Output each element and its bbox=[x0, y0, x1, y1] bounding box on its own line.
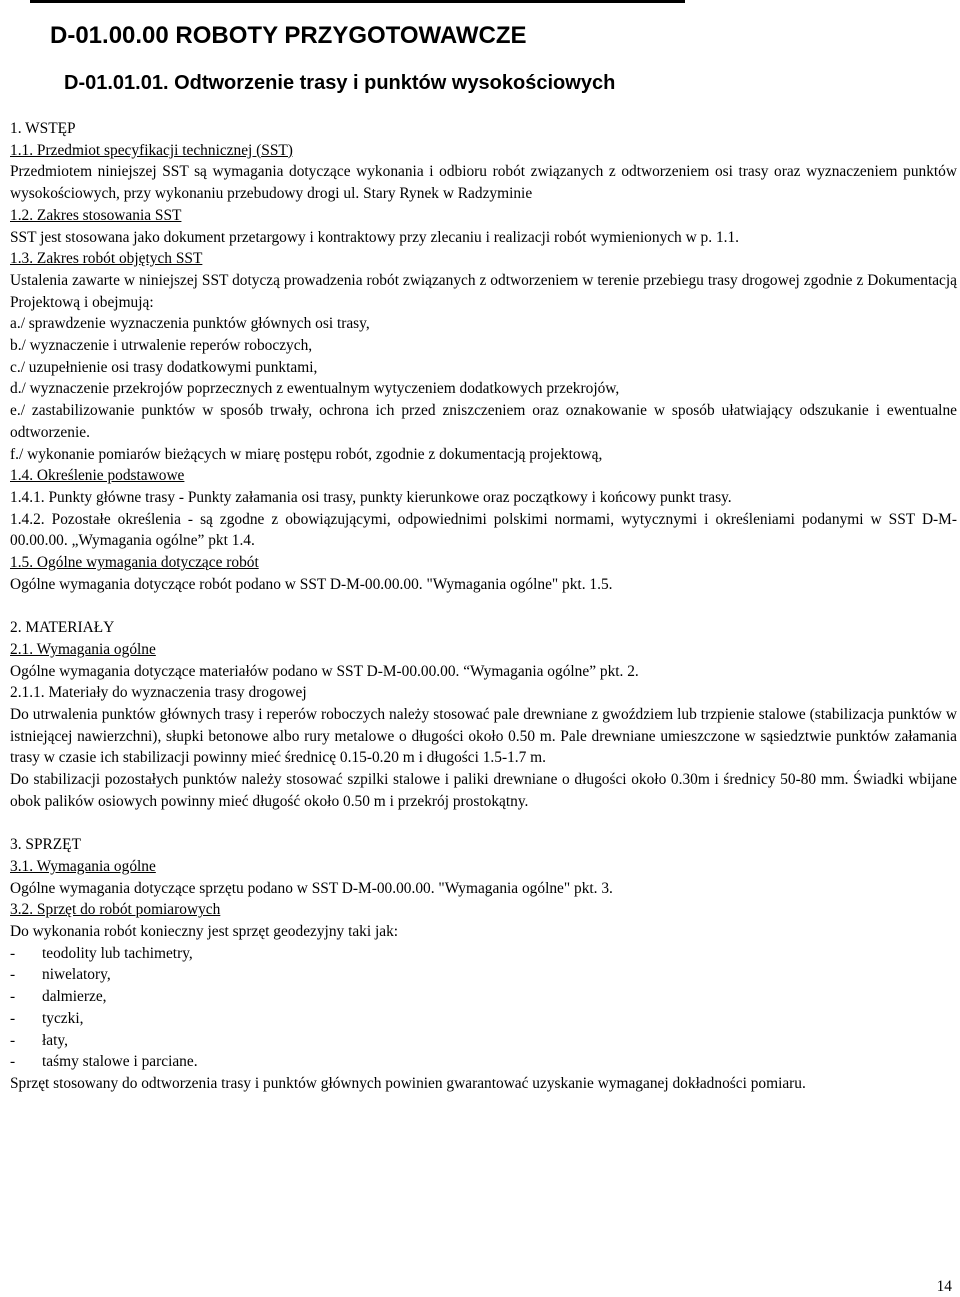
page-number: 14 bbox=[936, 1278, 952, 1295]
definition-1-4-1: 1.4.1. Punkty główne trasy - Punkty załamania osi trasy, punkty kierunkowe oraz początkowy i końcowy punkt trasy. bbox=[10, 488, 732, 506]
list-item-f: f./ wykonanie pomiarów bieżących w miarę postępu robót, zgodnie z dokumentacją projektową, bbox=[10, 445, 603, 463]
heading-2-1-1: 2.1.1. Materiały do wyznaczenia trasy drogowej bbox=[10, 684, 307, 702]
document-body bbox=[10, 118, 957, 1095]
paragraph-3-1: Ogólne wymagania dotyczące sprzętu podano w SST D-M-00.00.00. "Wymagania ogólne" pkt. 3. bbox=[10, 879, 613, 897]
list-item-d: d./ wyznaczenie przekrojów poprzecznych z ewentualnym wytyczeniem dodatkowych przekrojów, bbox=[10, 380, 620, 398]
equipment-item: - teodolity lub tachimetry, bbox=[10, 944, 193, 962]
heading-1: 1. WSTĘP bbox=[10, 120, 76, 137]
paragraph-3-2-closing: Sprzęt stosowany do odtworzenia trasy i punktów głównych powinien gwarantować uzyskanie wymaganej dokładności pomiaru. bbox=[10, 1074, 806, 1092]
definition-1-4-2: 1.4.2. Pozostałe określenia - są zgodne z obowiązującymi, odpowiednimi polskimi normami, wytycznymi i określeniami podanymi w SST D-M-00.00.00. „Wymagania ogólne” pkt 1.4. bbox=[10, 510, 957, 550]
equipment-item: - taśmy stalowe i parciane. bbox=[10, 1053, 198, 1071]
heading-3-1: 3.1. Wymagania ogólne bbox=[10, 857, 156, 875]
list-item-b: b./ wyznaczenie i utrwalenie reperów roboczych, bbox=[10, 337, 313, 355]
paragraph-3-2: Do wykonania robót konieczny jest sprzęt geodezyjny taki jak: bbox=[10, 922, 399, 940]
list-item-e: e./ zastabilizowanie punktów w sposób trwały, ochrona ich przed zniszczeniem oraz oznakowanie w sposób ułatwiający odszukanie i ewentualne odtworzenie. bbox=[10, 402, 957, 441]
heading-1-3: 1.3. Zakres robót objętych SST bbox=[10, 250, 203, 268]
paragraph-2-1-1-b: Do stabilizacji pozostałych punktów należy stosować szpilki stalowe i paliki drewniane o długości około 0.30m i średnicy 50-80 mm. Świadki wbijane obok palików osiowych powinny mieć długość około 0.50 m i przekrój prostokątny. bbox=[10, 771, 957, 810]
paragraph-1-3: Ustalenia zawarte w niniejszej SST dotyczą prowadzenia robót związanych z odtworzeniem w terenie przebiegu trasy drogowej zgodnie z Dokumentacją Projektową i obejmują: bbox=[10, 271, 957, 311]
paragraph-1-1: Przedmiotem niniejszej SST są wymagania dotyczące wykonania i odbioru robót związanych z odtworzeniem osi trasy oraz wyznaczeniem punktów wysokościowych, przy wykonaniu przebudowy drogi ul. Stary Rynek w Radzyminie bbox=[10, 163, 957, 203]
heading-2-1: 2.1. Wymagania ogólne bbox=[10, 640, 156, 658]
equipment-item: - niwelatory, bbox=[10, 966, 111, 984]
paragraph-2-1-1-a: Do utrwalenia punktów głównych trasy i reperów roboczych należy stosować pale drewniane z gwoździem lub trzpienie stalowe (stabilizacja punktów w istniejącej nawierzchni), słupki betonowe albo rury metalowe o długości około 0.50 m. Pale drewniane umieszczone w sąsiedztwie punktów załamania trasy w czasie ich stabilizacji powinny mieć średnicę 0.15-0.20 m i długości 1.5-1.7 m. bbox=[10, 705, 957, 767]
spacer bbox=[10, 812, 957, 834]
heading-1-5: 1.5. Ogólne wymagania dotyczące robót bbox=[10, 554, 259, 572]
heading-1-2: 1.2. Zakres stosowania SST bbox=[10, 206, 182, 224]
list-item-c: c./ uzupełnienie osi trasy dodatkowymi punktami, bbox=[10, 358, 318, 376]
document-title: D-01.00.00 ROBOTY PRZYGOTOWAWCZE bbox=[50, 22, 527, 49]
heading-2: 2. MATERIAŁY bbox=[10, 619, 115, 637]
list-item-a: a./ sprawdzenie wyznaczenia punktów głównych osi trasy, bbox=[10, 315, 370, 333]
paragraph-1-2: SST jest stosowana jako dokument przetargowy i kontraktowy przy zlecaniu i realizacji robót wymienionych w p. 1.1. bbox=[10, 228, 740, 246]
paragraph-1-5: Ogólne wymagania dotyczące robót podano w SST D-M-00.00.00. "Wymagania ogólne" pkt. 1.5. bbox=[10, 575, 613, 593]
heading-1-1: 1.1. Przedmiot specyfikacji technicznej (SST) bbox=[10, 141, 293, 159]
spacer bbox=[10, 595, 957, 617]
equipment-item: - łaty, bbox=[10, 1031, 68, 1049]
equipment-item: - dalmierze, bbox=[10, 988, 107, 1006]
heading-3-2: 3.2. Sprzęt do robót pomiarowych bbox=[10, 901, 221, 919]
heading-1-4: 1.4. Określenie podstawowe bbox=[10, 467, 185, 485]
top-rule bbox=[30, 0, 685, 3]
paragraph-2-1: Ogólne wymagania dotyczące materiałów podano w SST D-M-00.00.00. “Wymagania ogólne” pkt. 2. bbox=[10, 662, 639, 680]
section-title: D-01.01.01. Odtworzenie trasy i punktów wysokościowych bbox=[64, 72, 616, 94]
equipment-item: - tyczki, bbox=[10, 1009, 84, 1027]
heading-3: 3. SPRZĘT bbox=[10, 836, 81, 854]
